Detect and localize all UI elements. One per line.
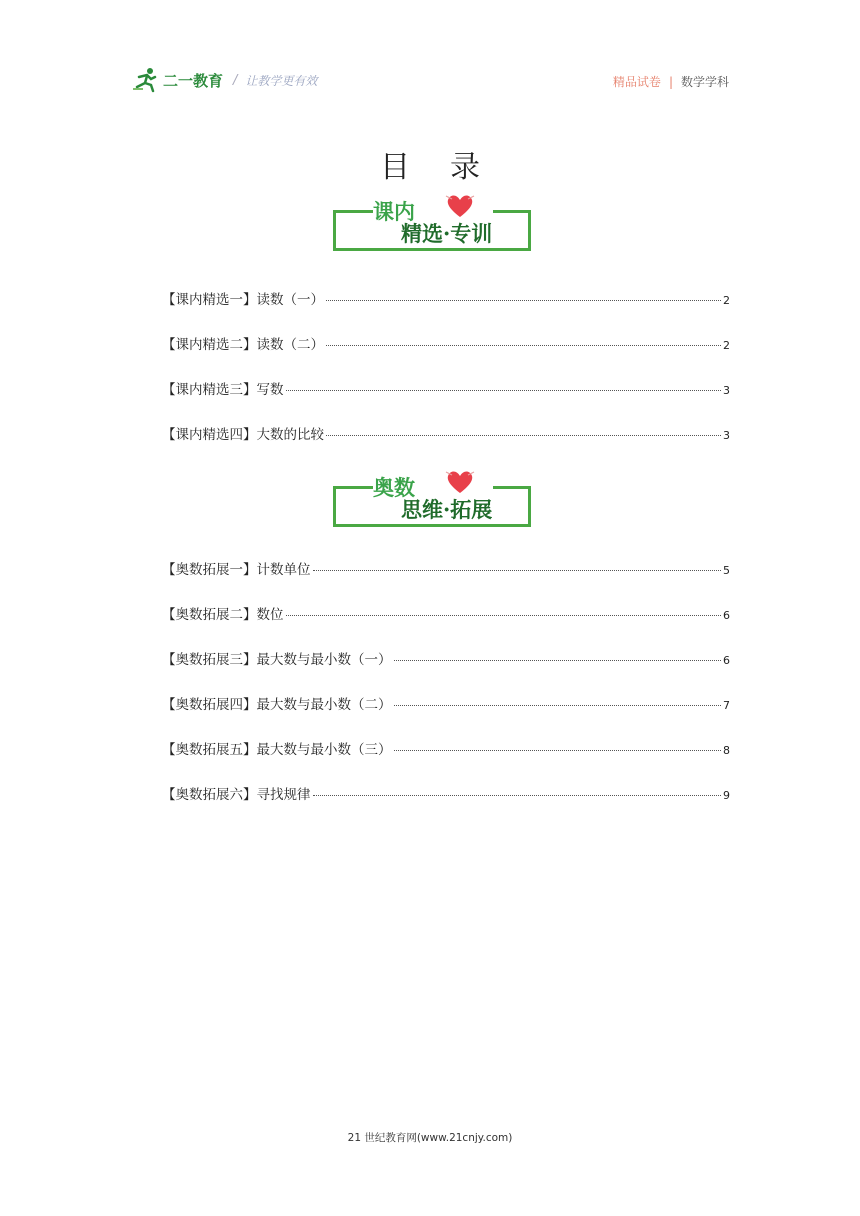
badge-line-left <box>333 210 373 213</box>
toc-item[interactable] <box>162 288 730 308</box>
toc-leader-dots <box>394 660 722 661</box>
brand-name: 二一教育 <box>163 71 224 90</box>
title-char-1: 目 <box>380 150 410 185</box>
toc-item[interactable] <box>162 738 730 758</box>
toc-item-label: 【奥数拓展四】最大数与最小数（二） <box>162 697 392 713</box>
toc-item-label: 【奥数拓展二】数位 <box>162 607 284 623</box>
runner-icon <box>133 67 159 93</box>
subject-label: 数学学科 <box>680 75 729 89</box>
toc-item[interactable] <box>162 783 730 803</box>
brand-logo[interactable] <box>133 66 317 94</box>
badge-top-text: 课内 <box>373 199 415 224</box>
toc-leader-dots <box>313 795 722 796</box>
page-footer: 21 世纪教育网(www.21cnjy.com) <box>347 1132 513 1144</box>
badge-bottom-text: 思维·拓展 <box>401 497 493 522</box>
slogan: 让教学更有效 <box>245 73 318 88</box>
toc-item-page: 2 <box>723 294 730 307</box>
toc-leader-dots <box>286 615 722 616</box>
section-badge-olympiad <box>333 472 529 528</box>
badge-top-text: 奥数 <box>373 475 415 500</box>
toc-item-label: 【课内精选二】读数（二） <box>162 337 324 353</box>
toc-item[interactable] <box>162 333 730 353</box>
toc-item-label: 【奥数拓展一】计数单位 <box>162 562 311 578</box>
heart-icon <box>443 190 477 220</box>
toc-leader-dots <box>394 705 722 706</box>
badge-line-right <box>493 210 529 213</box>
toc-item-page: 9 <box>723 789 730 802</box>
toc-item-label: 【课内精选一】读数（一） <box>162 292 324 308</box>
quality-label: 精品试卷 <box>612 75 661 89</box>
toc-item[interactable] <box>162 378 730 398</box>
heart-icon <box>443 466 477 496</box>
toc-item-label: 【课内精选三】写数 <box>162 382 284 398</box>
toc-leader-dots <box>313 570 722 571</box>
header-divider: | <box>668 74 673 89</box>
toc-leader-dots <box>326 300 721 301</box>
section-badge-course <box>333 196 529 252</box>
toc-item[interactable] <box>162 603 730 623</box>
toc-item[interactable] <box>162 423 730 443</box>
toc-item[interactable] <box>162 693 730 713</box>
badge-line-left <box>333 486 373 489</box>
toc-item[interactable] <box>162 648 730 668</box>
toc-item-page: 2 <box>723 339 730 352</box>
toc-leader-dots <box>326 435 721 436</box>
toc-item-label: 【奥数拓展六】寻找规律 <box>162 787 311 803</box>
page-header <box>0 0 860 110</box>
toc-item-page: 6 <box>723 654 730 667</box>
title-char-2: 录 <box>450 150 480 185</box>
toc-item-label: 【奥数拓展三】最大数与最小数（一） <box>162 652 392 668</box>
toc-item-page: 8 <box>723 744 730 757</box>
header-right <box>613 73 729 90</box>
toc-item-page: 7 <box>723 699 730 712</box>
toc-item-label: 【奥数拓展五】最大数与最小数（三） <box>162 742 392 758</box>
toc-leader-dots <box>286 390 722 391</box>
toc-item[interactable] <box>162 558 730 578</box>
toc-item-page: 3 <box>723 384 730 397</box>
slogan-separator: / <box>233 72 238 88</box>
toc-item-page: 6 <box>723 609 730 622</box>
toc-leader-dots <box>326 345 721 346</box>
toc-item-page: 5 <box>723 564 730 577</box>
badge-line-right <box>493 486 529 489</box>
page-title <box>0 142 860 186</box>
toc-leader-dots <box>394 750 722 751</box>
badge-bottom-text: 精选·专训 <box>401 221 493 246</box>
toc-item-page: 3 <box>723 429 730 442</box>
toc-item-label: 【课内精选四】大数的比较 <box>162 427 324 443</box>
